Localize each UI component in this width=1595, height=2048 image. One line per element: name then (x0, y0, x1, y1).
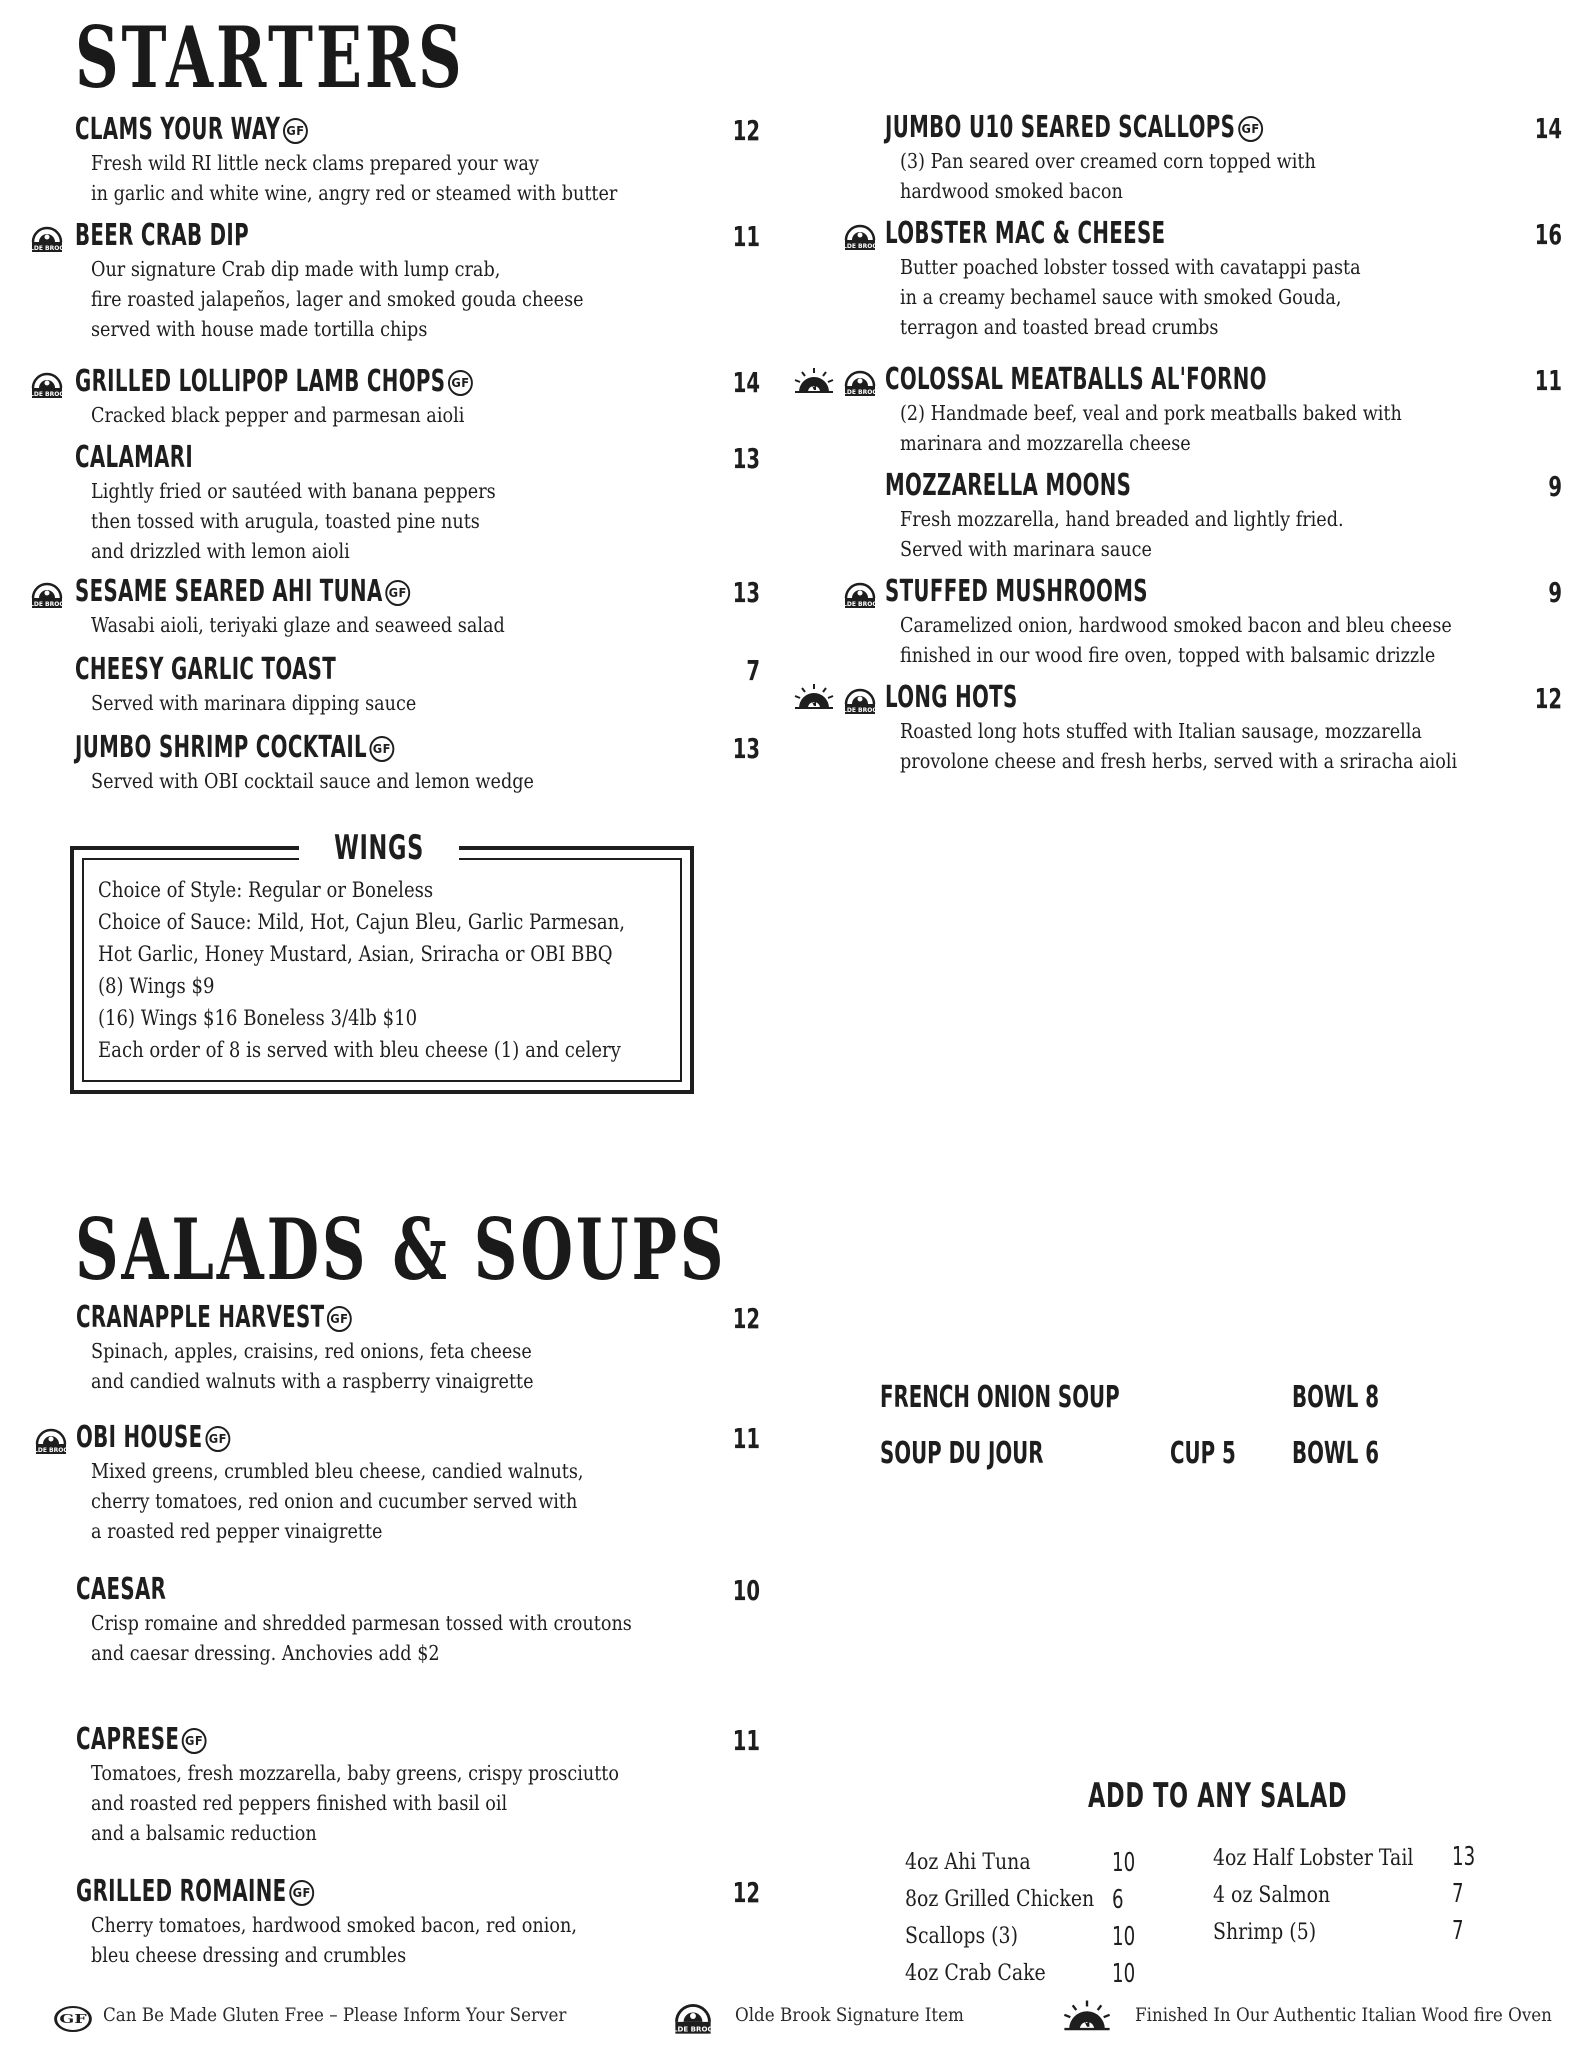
legend-wood-fire-icon (1062, 1998, 1112, 2034)
wings-line: (16) Wings $16 Boneless 3/4lb $10 (98, 1006, 418, 1030)
menu-item-description: and candied walnuts with a raspberry vinaigrette (91, 1369, 534, 1393)
addon-price: 7 (1452, 1916, 1464, 1946)
addon-name: 4oz Half Lobster Tail (1213, 1846, 1414, 1871)
wings-line: Choice of Sauce: Mild, Hot, Cajun Bleu, Garlic Parmesan, (98, 910, 626, 934)
menu-item-name (76, 1874, 310, 1909)
menu-item-name (76, 1572, 166, 1607)
menu-item-description: Fresh mozzarella, hand breaded and lightly fried. (900, 507, 1344, 531)
legend-olde-brook-icon (673, 1996, 713, 2036)
menu-item-description: fire roasted jalapeños, lager and smoked gouda cheese (91, 287, 584, 311)
menu-item-name-text: LOBSTER MAC & CHEESE (885, 216, 1166, 251)
legend-ob-text: Olde Brook Signature Item (735, 2004, 964, 2026)
menu-item-name (75, 364, 469, 399)
menu-item-name-text: COLOSSAL MEATBALLS AL'FORNO (885, 362, 1267, 397)
addon-price: 13 (1452, 1842, 1476, 1872)
menu-item-price: 7 (746, 654, 760, 687)
menu-item-name-text: CLAMS YOUR WAY (75, 112, 281, 147)
add-to-salad-title: ADD TO ANY SALAD (1088, 1776, 1348, 1816)
menu-item-description: Tomatoes, fresh mozzarella, baby greens, crispy prosciutto (91, 1761, 619, 1785)
addon-name: 4oz Crab Cake (905, 1961, 1046, 1986)
menu-item-price: 12 (1534, 682, 1562, 715)
menu-item-price: 12 (732, 1876, 760, 1909)
menu-item-description: Butter poached lobster tossed with cavatappi pasta (900, 255, 1361, 279)
menu-item-description: served with house made tortilla chips (91, 317, 428, 341)
addon-name: 8oz Grilled Chicken (905, 1887, 1095, 1912)
menu-item-name (75, 730, 391, 765)
menu-item-name (75, 112, 304, 147)
soup-name-du-jour: SOUP DU JOUR (880, 1436, 1044, 1471)
menu-item-description: (2) Handmade beef, veal and pork meatballs baked with (900, 401, 1402, 425)
gf-icon: GF (370, 736, 395, 762)
menu-item-description: provolone cheese and fresh herbs, served with a sriracha aioli (900, 749, 1458, 773)
menu-item-price: 12 (732, 114, 760, 147)
olde-brook-icon (843, 576, 877, 610)
menu-item-price: 11 (732, 1724, 760, 1757)
menu-item-description: Wasabi aioli, teriyaki glaze and seaweed salad (91, 613, 505, 637)
menu-item-description: Roasted long hots stuffed with Italian sausage, mozzarella (900, 719, 1422, 743)
menu-item-description: Cracked black pepper and parmesan aioli (91, 403, 465, 427)
menu-item-name-text: LONG HOTS (885, 680, 1018, 715)
menu-item-name-text: GRILLED LOLLIPOP LAMB CHOPS (75, 364, 446, 399)
menu-item-description: Spinach, apples, craisins, red onions, feta cheese (91, 1339, 532, 1363)
olde-brook-icon (30, 366, 64, 400)
menu-item-name (885, 468, 1131, 503)
menu-item-name-text: CAESAR (76, 1572, 167, 1607)
menu-item-name (885, 574, 1148, 609)
addon-price: 6 (1112, 1885, 1124, 1915)
wings-line: (8) Wings $9 (98, 974, 215, 998)
menu-item-price: 11 (1534, 364, 1562, 397)
gf-icon: GF (205, 1426, 230, 1452)
menu-item-price: 13 (732, 442, 760, 475)
menu-item-description: terragon and toasted bread crumbs (900, 315, 1219, 339)
menu-item-description: Our signature Crab dip made with lump crab, (91, 257, 501, 281)
menu-item-name-text: STUFFED MUSHROOMS (885, 574, 1148, 609)
olde-brook-icon (843, 218, 877, 252)
soup-cup-du-jour: CUP 5 (1170, 1436, 1236, 1471)
menu-item-name (76, 1300, 348, 1335)
gf-icon: GF (448, 370, 473, 396)
wings-title: WINGS (334, 828, 424, 868)
menu-item-description: and caesar dressing. Anchovies add $2 (91, 1641, 440, 1665)
gf-icon: GF (385, 580, 410, 606)
menu-item-description: in garlic and white wine, angry red or steamed with butter (91, 181, 618, 205)
menu-item-description: Cherry tomatoes, hardwood smoked bacon, red onion, (91, 1913, 577, 1937)
legend-gf-icon: GF (54, 2006, 92, 2032)
menu-item-name-text: JUMBO SHRIMP COCKTAIL (75, 730, 367, 765)
menu-item-description: Mixed greens, crumbled bleu cheese, candied walnuts, (91, 1459, 584, 1483)
menu-item-description: cherry tomatoes, red onion and cucumber served with (91, 1489, 578, 1513)
menu-item-price: 11 (732, 1422, 760, 1455)
legend-oven-text: Finished In Our Authentic Italian Wood fire Oven (1135, 2004, 1552, 2026)
olde-brook-icon (30, 576, 64, 610)
olde-brook-icon (843, 682, 877, 716)
gf-icon: GF (182, 1728, 207, 1754)
menu-item-price: 10 (732, 1574, 760, 1607)
menu-item-name-text: JUMBO U10 SEARED SCALLOPS (885, 110, 1236, 145)
wood-fire-oven-icon (793, 682, 835, 712)
menu-item-name (75, 218, 249, 253)
menu-item-name (885, 362, 1267, 397)
menu-item-description: Fresh wild RI little neck clams prepared your way (91, 151, 539, 175)
menu-item-description: and drizzled with lemon aioli (91, 539, 350, 563)
gf-icon: GF (283, 118, 308, 144)
menu-item-name (76, 1722, 203, 1757)
menu-item-description: (3) Pan seared over creamed corn topped with (900, 149, 1316, 173)
menu-item-name (75, 652, 336, 687)
menu-item-price: 14 (1534, 112, 1562, 145)
olde-brook-icon (34, 1422, 68, 1456)
menu-item-price: 9 (1548, 470, 1562, 503)
menu-item-price: 12 (732, 1302, 760, 1335)
menu-item-price: 13 (732, 576, 760, 609)
menu-item-price: 9 (1548, 576, 1562, 609)
menu-item-price: 16 (1534, 218, 1562, 251)
menu-item-name (885, 680, 1018, 715)
menu-item-name (75, 574, 406, 609)
menu-item-name (76, 1420, 226, 1455)
wood-fire-oven-icon (793, 366, 835, 396)
addon-price: 10 (1112, 1848, 1136, 1878)
menu-item-name (885, 216, 1165, 251)
menu-item-price: 11 (732, 220, 760, 253)
menu-item-name (75, 440, 193, 475)
menu-item-description: in a creamy bechamel sauce with smoked Gouda, (900, 285, 1342, 309)
menu-item-name-text: CHEESY GARLIC TOAST (75, 652, 337, 687)
salads-title: SALADS & SOUPS (75, 1200, 727, 1299)
menu-item-description: Lightly fried or sautéed with banana peppers (91, 479, 496, 503)
menu-item-price: 14 (732, 366, 760, 399)
addon-name: Shrimp (5) (1213, 1920, 1317, 1945)
menu-item-name-text: GRILLED ROMAINE (76, 1874, 287, 1909)
addon-price: 10 (1112, 1959, 1136, 1989)
addon-name: 4 oz Salmon (1213, 1883, 1331, 1908)
starters-title: STARTERS (75, 8, 465, 107)
soup-bowl-du-jour: BOWL 6 (1292, 1436, 1380, 1471)
menu-item-description: finished in our wood fire oven, topped with balsamic drizzle (900, 643, 1436, 667)
gf-icon: GF (1238, 116, 1263, 142)
menu-item-description: a roasted red pepper vinaigrette (91, 1519, 383, 1543)
menu-item-description: Served with marinara dipping sauce (91, 691, 417, 715)
addon-price: 10 (1112, 1922, 1136, 1952)
menu-item-name-text: BEER CRAB DIP (75, 218, 249, 253)
addon-name: Scallops (3) (905, 1924, 1018, 1949)
menu-item-description: and a balsamic reduction (91, 1821, 317, 1845)
legend-gf-text: Can Be Made Gluten Free – Please Inform Your Server (103, 2004, 567, 2026)
soup-bowl-french-onion: BOWL 8 (1292, 1380, 1380, 1415)
menu-item-name-text: CAPRESE (76, 1722, 180, 1757)
wings-line: Choice of Style: Regular or Boneless (98, 878, 434, 902)
menu-item-description: Crisp romaine and shredded parmesan tossed with croutons (91, 1611, 632, 1635)
menu-item-name (885, 110, 1259, 145)
menu-item-price: 13 (732, 732, 760, 765)
menu-item-name-text: CRANAPPLE HARVEST (76, 1300, 325, 1335)
gf-icon: GF (289, 1880, 314, 1906)
menu-item-description: Served with marinara sauce (900, 537, 1152, 561)
menu-item-description: hardwood smoked bacon (900, 179, 1123, 203)
gf-icon: GF (327, 1306, 352, 1332)
menu-item-description: and roasted red peppers finished with basil oil (91, 1791, 508, 1815)
addon-name: 4oz Ahi Tuna (905, 1850, 1031, 1875)
menu-item-description: Caramelized onion, hardwood smoked bacon and bleu cheese (900, 613, 1452, 637)
wings-line: Each order of 8 is served with bleu cheese (1) and celery (98, 1038, 621, 1062)
wings-line: Hot Garlic, Honey Mustard, Asian, Sriracha or OBI BBQ (98, 942, 613, 966)
menu-item-description: Served with OBI cocktail sauce and lemon wedge (91, 769, 534, 793)
wings-title-wrap (299, 828, 459, 868)
olde-brook-icon (843, 364, 877, 398)
addon-price: 7 (1452, 1879, 1464, 1909)
menu-item-name-text: CALAMARI (75, 440, 194, 475)
menu-item-description: bleu cheese dressing and crumbles (91, 1943, 407, 1967)
menu-item-description: then tossed with arugula, toasted pine nuts (91, 509, 480, 533)
olde-brook-icon (30, 220, 64, 254)
menu-item-name-text: MOZZARELLA MOONS (885, 468, 1132, 503)
soup-name-french-onion: FRENCH ONION SOUP (880, 1380, 1120, 1415)
menu-item-name-text: SESAME SEARED AHI TUNA (75, 574, 383, 609)
menu-item-description: marinara and mozzarella cheese (900, 431, 1191, 455)
menu-item-name-text: OBI HOUSE (76, 1420, 203, 1455)
